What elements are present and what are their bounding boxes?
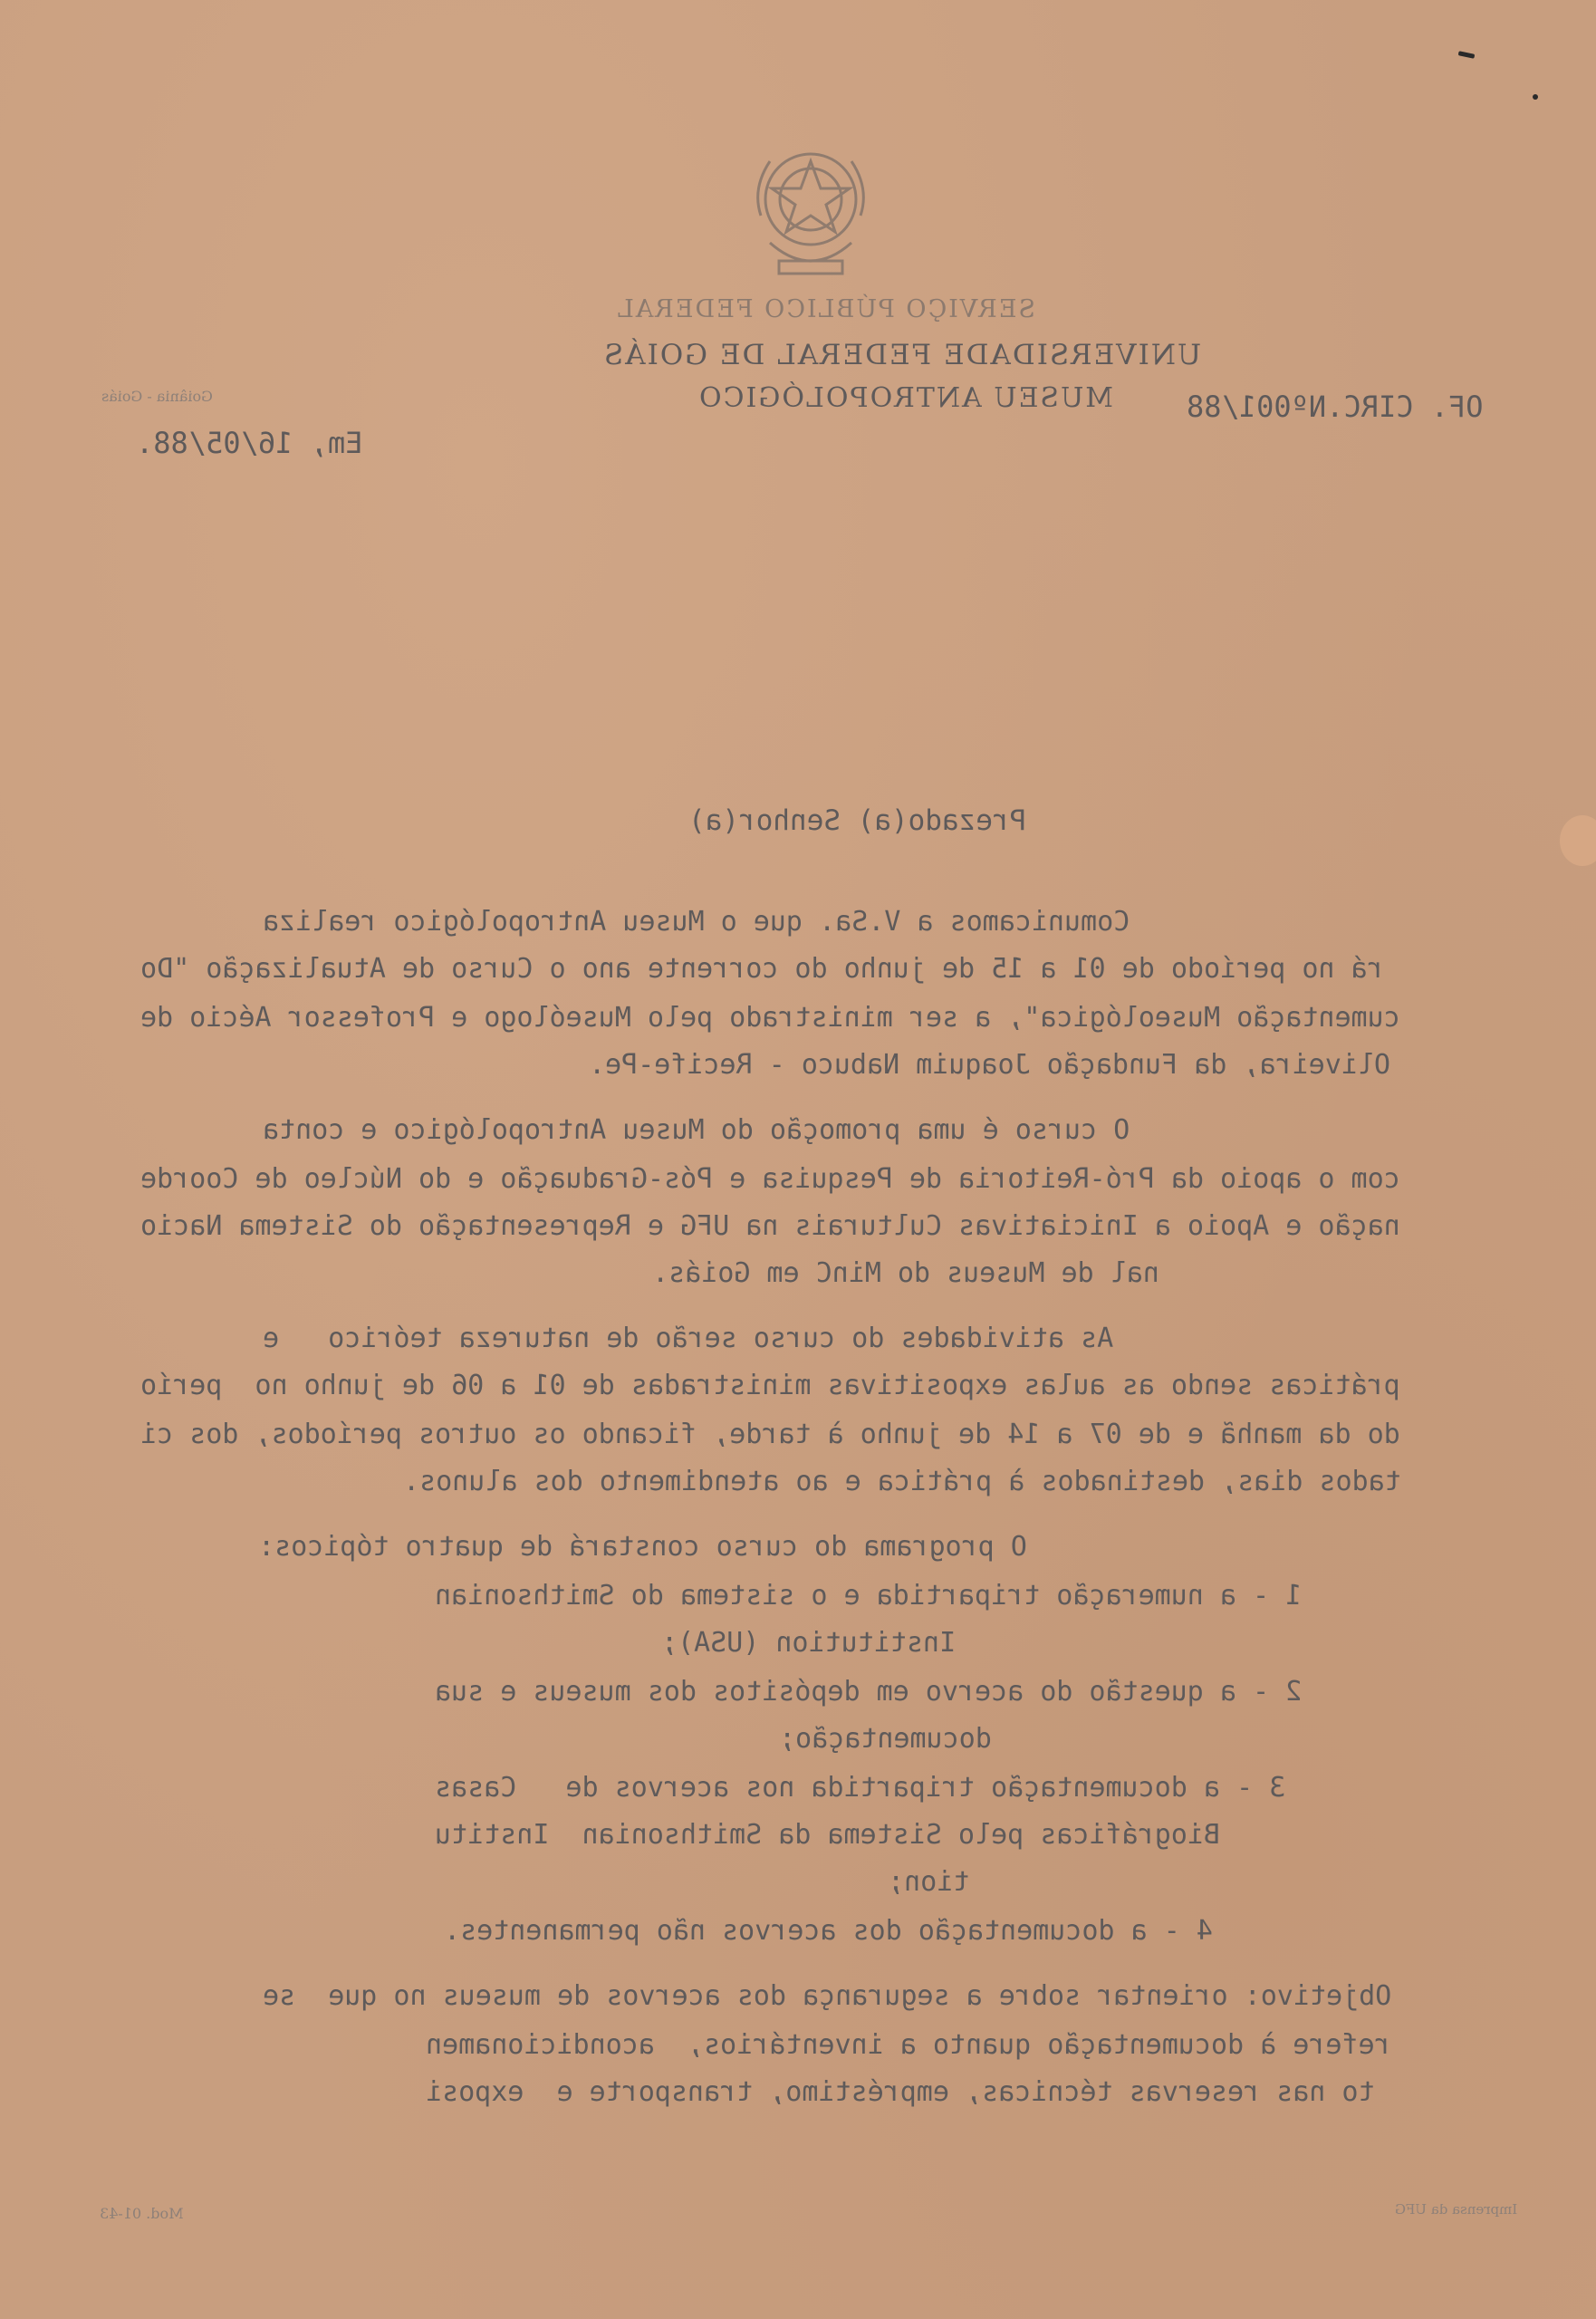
coat-of-arms-seal [743,134,879,288]
program-item: Biográficas pelo Sistema da Smithsonian Institu [435,1819,1220,1851]
ink-mark [1458,51,1476,59]
paper-stain [1560,815,1596,866]
paragraph-line: As atividades do curso serão de natureza teórico e [263,1323,1114,1354]
objective-line: Objetivo: orientar sobre a segurança dos acervos de museus no que se [263,1980,1392,2012]
objective-line: refere à documentação quanto a inventários, acondicionamen [426,2029,1391,2061]
ink-dot [1533,94,1538,100]
program-item: tion; [888,1866,970,1898]
paragraph-line: tados dias, destinados à prática e ao atendimento dos alunos. [403,1466,1401,1497]
letter-date: Em, 16/05/88. [136,426,363,460]
objective-line: to nas reservas técnicas, empréstimo, transporte e exposi [426,2076,1375,2108]
header-service: SERVIÇO PÚBLICO FEDERAL [616,295,1035,323]
paragraph-line: práticas sendo as aulas expositivas ministradas de 01 a 06 de junho no perío [140,1370,1400,1401]
header-university: UNIVERSIDADE FEDERAL DE GOIÁS [602,339,1202,371]
paragraph-line: nal de Museus do MinC em Goiás. [652,1257,1159,1289]
location: Goiânia - Goiás [101,388,213,405]
program-item: 3 - a documentação tripartida nos acervos de Casas [435,1772,1286,1804]
printer-credit: Imprensa da UFG [1395,2201,1518,2218]
paragraph-line: O curso é uma promoção do Museu Antropológico e conta [263,1114,1130,1146]
header-museum: MUSEU ANTROPOLÓGICO [697,382,1114,414]
paragraph-line: nação e Apoio a Iniciativas Culturais na UFG e Representação do Sistema Nacio [140,1210,1400,1242]
program-item: 1 - a numeração tripartida e o sistema do Smithsonian [435,1580,1303,1612]
program-item: documentação; [779,1723,992,1755]
program-item: 4 - a documentação dos acervos não permanentes. [444,1915,1213,1947]
paragraph-line: Comunicamos a V.Sa. que o Museu Antropológico realiza [263,906,1130,938]
program-item: Institution (USA); [661,1627,957,1659]
paragraph-line: do da manhã e de 07 a 14 de junho à tarde, ficando os outros períodos, dos ci [140,1419,1400,1450]
program-item: 2 - a questão do acervo em depósitos dos museus e sua [435,1676,1303,1708]
paragraph-line: rá no período de 01 a 15 de junho do corrente ano o Curso de Atualização "Do [140,953,1384,985]
program-intro: O programa do curso constará de quatro tópicos: [258,1531,1027,1563]
form-code: Mod. 01-43 [100,2205,184,2222]
reference-number: OF. CIRC.Nº001/88 [1187,390,1484,424]
paragraph-line: cumentação Museológica", a ser ministrado pelo Museólogo e Professor Aécio de [140,1002,1400,1034]
paragraph-line: Oliveira, da Fundação Joaquim Nabuco - Recife-Pe. [589,1049,1391,1081]
paragraph-line: com o apoio da Pró-Reitoria de Pesquisa e Pós-Graduação e do Núcleo de Coorde [140,1163,1400,1195]
salutation: Prezado(a) Senhor(a) [688,804,1027,837]
